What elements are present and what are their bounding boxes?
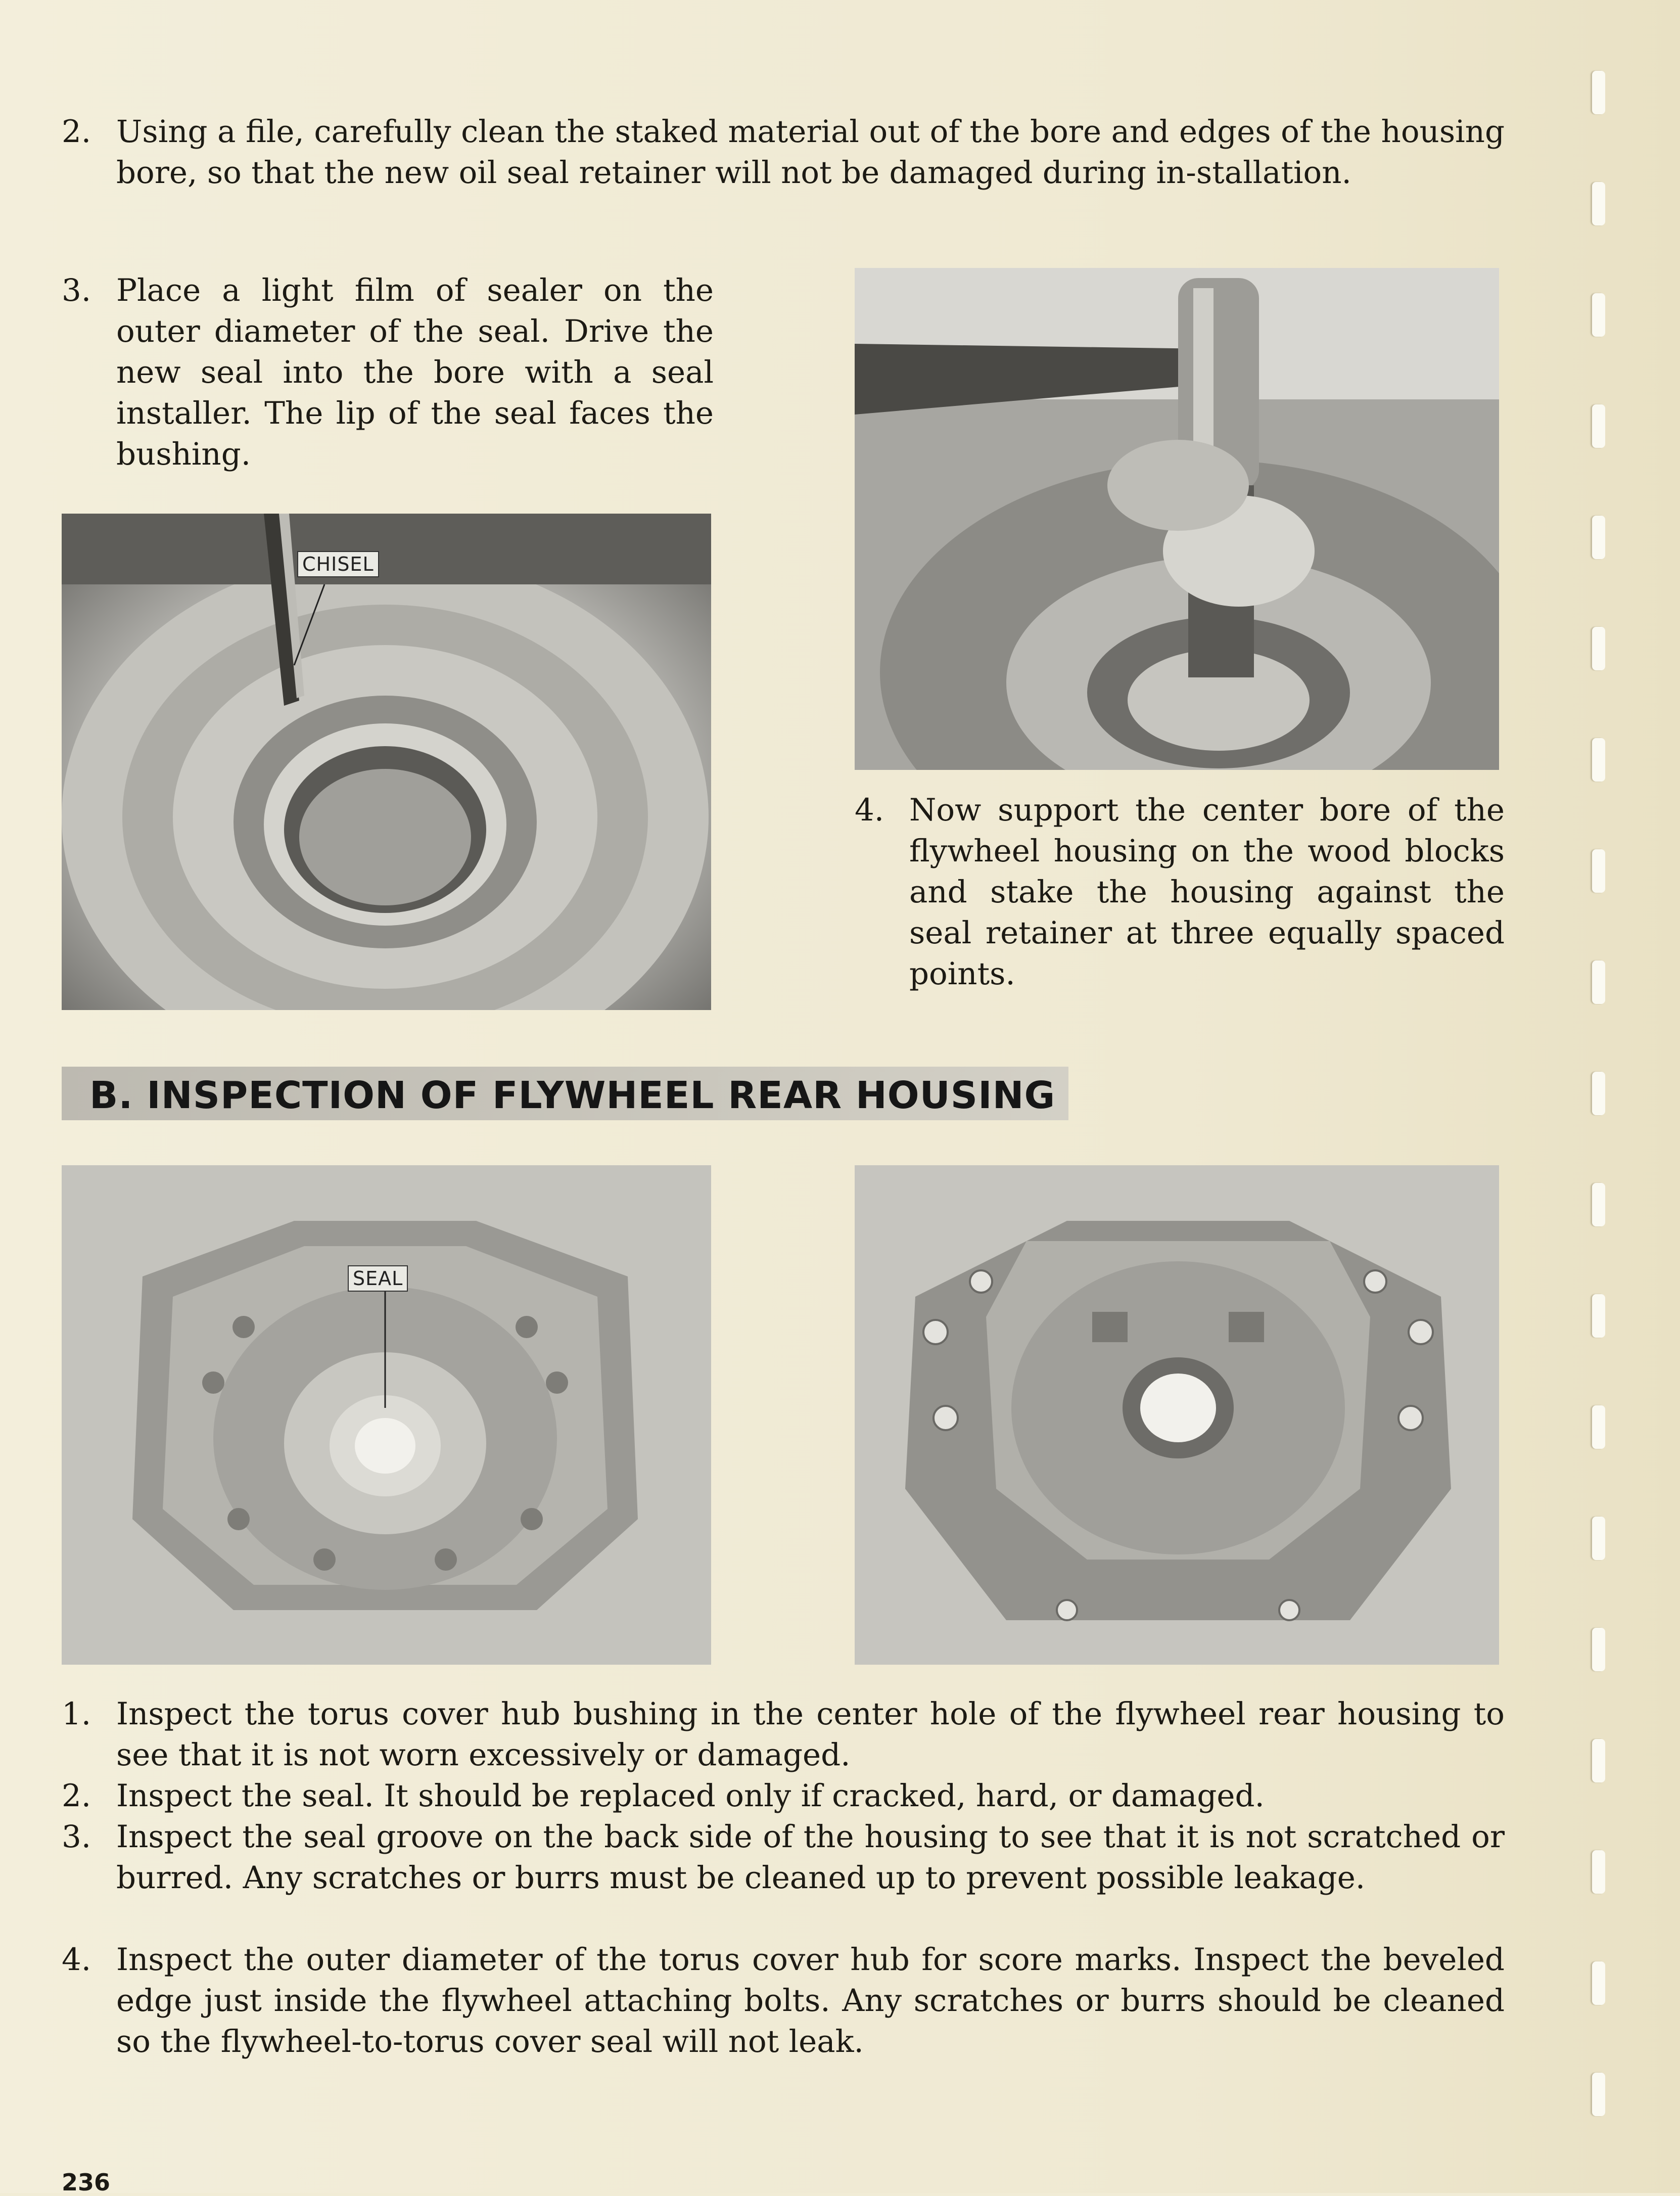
binder-hole	[1592, 293, 1605, 337]
binder-hole	[1592, 1739, 1605, 1782]
binder-hole	[1592, 1961, 1605, 2005]
step-2-paragraph	[62, 111, 1505, 193]
step-text: Now support the center bore of the flywheel housing on the wood blocks and stake the housing against the seal retainer at three equally spaced points.	[909, 792, 1505, 992]
chisel-callout: CHISEL	[297, 551, 379, 577]
photo-flywheel-housing-rear-image	[855, 1165, 1499, 1665]
binder-hole	[1592, 404, 1605, 448]
binder-hole	[1592, 1517, 1605, 1560]
page-number: 236	[62, 2169, 111, 2196]
step-text: Using a file, carefully clean the staked material out of the bore and edges of the housing bore, so that the new oil seal retainer will not be damaged during in-stallation.	[116, 114, 1505, 191]
step-4-paragraph	[855, 790, 1505, 994]
binder-hole	[1592, 627, 1605, 670]
binder-hole	[1592, 182, 1605, 225]
seal-callout: SEAL	[348, 1265, 408, 1292]
step-text: Inspect the torus cover hub bushing in the center hole of the flywheel rear housing to see that it is not worn excessively or damaged.	[116, 1696, 1505, 1773]
step-text: Inspect the seal. It should be replaced only if cracked, hard, or damaged.	[116, 1778, 1265, 1814]
binder-hole	[1592, 1850, 1605, 1894]
photo-chisel-seal-bore	[62, 514, 711, 1010]
photo-flywheel-housing-seal-image	[62, 1165, 711, 1665]
photo-chisel-seal-bore-image	[62, 514, 711, 1010]
binder-hole	[1592, 960, 1605, 1004]
binder-hole	[1592, 1294, 1605, 1338]
inspection-step-3	[62, 1816, 1505, 1898]
binder-hole	[1592, 738, 1605, 782]
step-3-paragraph	[62, 270, 714, 475]
binder-hole	[1592, 71, 1605, 114]
photo-flywheel-housing-seal	[62, 1165, 711, 1665]
inspection-step-4	[62, 1939, 1505, 2062]
photo-seal-installer-hammer-image	[855, 268, 1499, 770]
step-number: 4.	[855, 792, 884, 828]
photo-flywheel-housing-rear	[855, 1165, 1499, 1665]
step-text: Inspect the seal groove on the back side of the housing to see that it is not scratched or burred. Any scratches or burrs must be cleaned up to prevent possible leakage.	[116, 1819, 1505, 1896]
binder-hole	[1592, 1183, 1605, 1226]
section-heading-bar	[62, 1067, 1068, 1120]
step-number: 2.	[62, 114, 91, 150]
binder-hole	[1592, 849, 1605, 893]
step-number: 3.	[62, 272, 91, 308]
step-number: 2.	[62, 1778, 91, 1814]
binder-hole	[1592, 1405, 1605, 1449]
binder-hole	[1592, 1628, 1605, 1671]
binder-hole	[1592, 516, 1605, 559]
binder-hole	[1592, 1072, 1605, 1115]
step-text: Place a light film of sealer on the outer diameter of the seal. Drive the new seal into the bore with a seal installer. The lip of the seal faces the bushing.	[116, 272, 714, 472]
photo-seal-installer-hammer	[855, 268, 1499, 770]
inspection-step-2	[62, 1775, 1505, 1816]
step-text: Inspect the outer diameter of the torus cover hub for score marks. Inspect the beveled edge just inside the flywheel attaching bolts. Any scratches or burrs should be cleaned so the flywheel-to-torus cover seal will not leak.	[116, 1942, 1505, 2060]
step-number: 3.	[62, 1819, 91, 1855]
inspection-step-1	[62, 1694, 1505, 1775]
step-number: 1.	[62, 1696, 91, 1732]
step-number: 4.	[62, 1942, 91, 1978]
binder-hole	[1592, 2073, 1605, 2116]
section-title: B. INSPECTION OF FLYWHEEL REAR HOUSING	[89, 1074, 1056, 1117]
